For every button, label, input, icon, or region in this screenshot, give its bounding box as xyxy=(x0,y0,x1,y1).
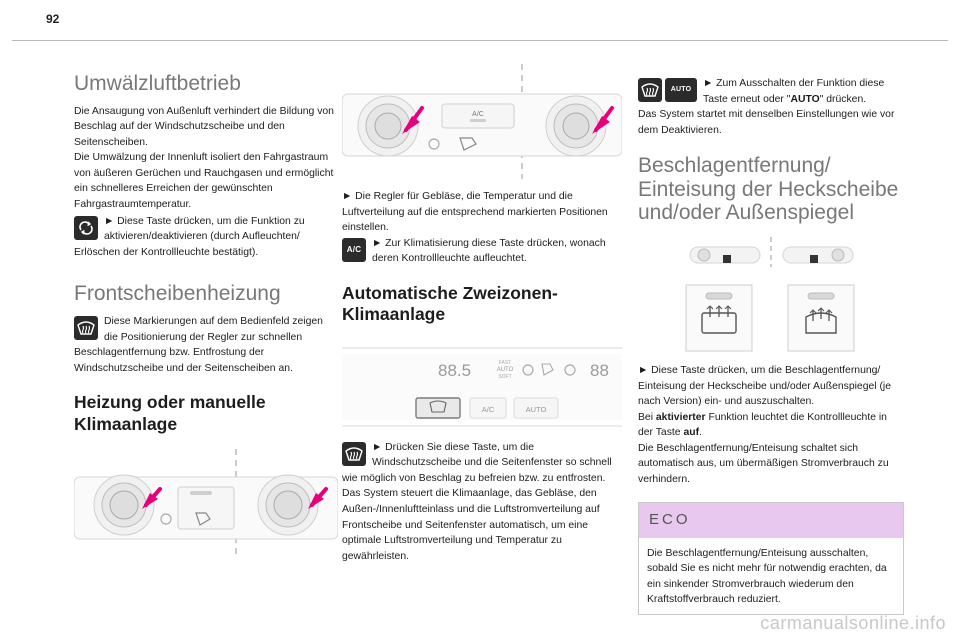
display-left-temp: 88.5 xyxy=(438,360,472,380)
auto-off-para xyxy=(638,76,904,107)
page-number: 92 xyxy=(46,12,60,26)
display-fast: FAST xyxy=(498,359,512,366)
display-auto: AUTO xyxy=(496,366,514,373)
eco-box xyxy=(638,502,904,615)
recirculation-instruction xyxy=(74,214,338,261)
heading-rear-defrost: Beschlagentfernung/ Einteisung der Heckscheibe und/oder Außenspiegel xyxy=(638,154,899,225)
auto-off-restart-para: Das System startet mit denselben Einstellungen wie vor dem Deaktivieren. xyxy=(638,109,895,136)
rear-defrost-para-2: Bei aktivierter Funktion leuchtet die Kontrollleuchte in der Taste auf. xyxy=(638,411,887,439)
manual-ac-panel-zoom-illustration xyxy=(342,64,622,179)
heading-auto-dual-zone-ac: Automatische Zweizonen-Klimaanlage xyxy=(342,282,558,325)
windshield-heating-para xyxy=(74,314,338,376)
heading-recirculation: Umwälzluftbetrieb xyxy=(74,72,241,95)
recirculation-icon xyxy=(74,216,98,240)
recirculation-instruction-text: ► Diese Taste drücken, um die Funktion zu aktivieren/deaktivieren (durch Aufleuchten/ Erlöschen der Kontrollleuchte bestätigt). xyxy=(74,215,305,258)
auto-off-text-pre: ► Zum Ausschalten der Funktion diese Taste erneut oder " xyxy=(703,78,885,105)
manual-ac-para-2 xyxy=(342,236,622,267)
rear-defrost-para-3: Die Beschlagentfernung/Enteisung schaltet sich automatisch aus, um übermäßigen Stromverbrauch zu verhindern. xyxy=(638,442,889,486)
windshield-heating-text: Diese Markierungen auf dem Bedienfeld zeigen die Positionierung der Regler zur schnellen Beschlagentfernung bzw. Entfrostung der Windschutzscheibe und der Seitenscheiben an. xyxy=(74,315,323,374)
top-divider xyxy=(12,40,948,41)
recirculation-para-2: Die Umwälzung der Innenluft isoliert den Fahrgastraum von äußeren Gerüchen und Rauchgasen und ermöglicht ein schnelleres Erreichen der gewünschten Fahrgastraumtemperatur. xyxy=(74,152,334,211)
ac-button-icon: A/C xyxy=(342,238,366,262)
defrost-button-icon xyxy=(638,78,662,102)
auto-ac-para-1-text: ► Drücken Sie diese Taste, um die Windschutzscheibe und die Seitenfenster so schnell wie möglich von Beschlag zu befreien bzw. zu entfrosten. xyxy=(342,441,612,484)
manual-ac-para-1: ► Die Regler für Gebläse, die Temperatur und die Luftverteilung auf die entsprechend markierten Positionen einstellen. xyxy=(342,191,608,234)
eco-title: ECO xyxy=(639,503,903,538)
auto-ac-para-2: Das System steuert die Klimaanlage, das Gebläse, den Außen-/Innenluftteinlass und die Luftstromverteilung auf Frontscheibe und Seitenfenster automatisch, um eine optimale Luftstromverteilung und Temperatur zu gewährleisten. xyxy=(342,488,600,562)
column-right xyxy=(638,56,904,615)
rear-defrost-para-1: ► Diese Taste drücken, um die Beschlagentfernung/ Einteisung der Heckscheibe und/oder Außenspiegel (je nach Version) ein- und auszuschalten. xyxy=(638,364,891,408)
manual-ac-panel-illustration xyxy=(74,449,338,559)
auto-off-text-bold: AUTO xyxy=(790,93,820,105)
rear-defrost-illustration xyxy=(638,237,904,355)
heading-heating-manual-ac: Heizung oder manuelle Klimaanlage xyxy=(74,392,266,434)
eco-text: Die Beschlagentfernung/Enteisung ausschalten, sobald Sie es nicht mehr für notwendig erachten, da ein sinkender Stromverbrauch wiederum den Kraftstoffverbrauch reduziert. xyxy=(647,547,887,606)
auto-ac-panel-illustration xyxy=(342,346,622,428)
auto-button-icon: AUTO xyxy=(665,78,697,102)
display-right-temp: 88 xyxy=(590,360,609,380)
panel-ac-label: A/C xyxy=(472,111,484,118)
auto-ac-para-1 xyxy=(342,440,622,487)
windshield-defrost-icon xyxy=(74,316,98,340)
auto-off-text-post: " drücken. xyxy=(819,93,867,105)
heading-windshield-heating: Frontscheibenheizung xyxy=(74,282,281,306)
recirculation-para-1: Die Ansaugung von Außenluft verhindert die Bildung von Beschlag auf der Windschutzscheibe und den Seitenscheiben. xyxy=(74,105,334,148)
display-soft: SOFT xyxy=(498,373,512,380)
max-defrost-icon xyxy=(342,442,366,466)
panel-btn-ac: A/C xyxy=(481,404,495,414)
column-middle xyxy=(342,56,622,564)
watermark: carmanualsonline.info xyxy=(760,613,946,633)
manual-ac-para-2-text: ► Zur Klimatisierung diese Taste drücken, wonach deren Kontrollleuchte aufleuchtet. xyxy=(372,237,606,265)
column-left xyxy=(74,56,338,559)
panel-btn-auto: AUTO xyxy=(525,404,547,414)
